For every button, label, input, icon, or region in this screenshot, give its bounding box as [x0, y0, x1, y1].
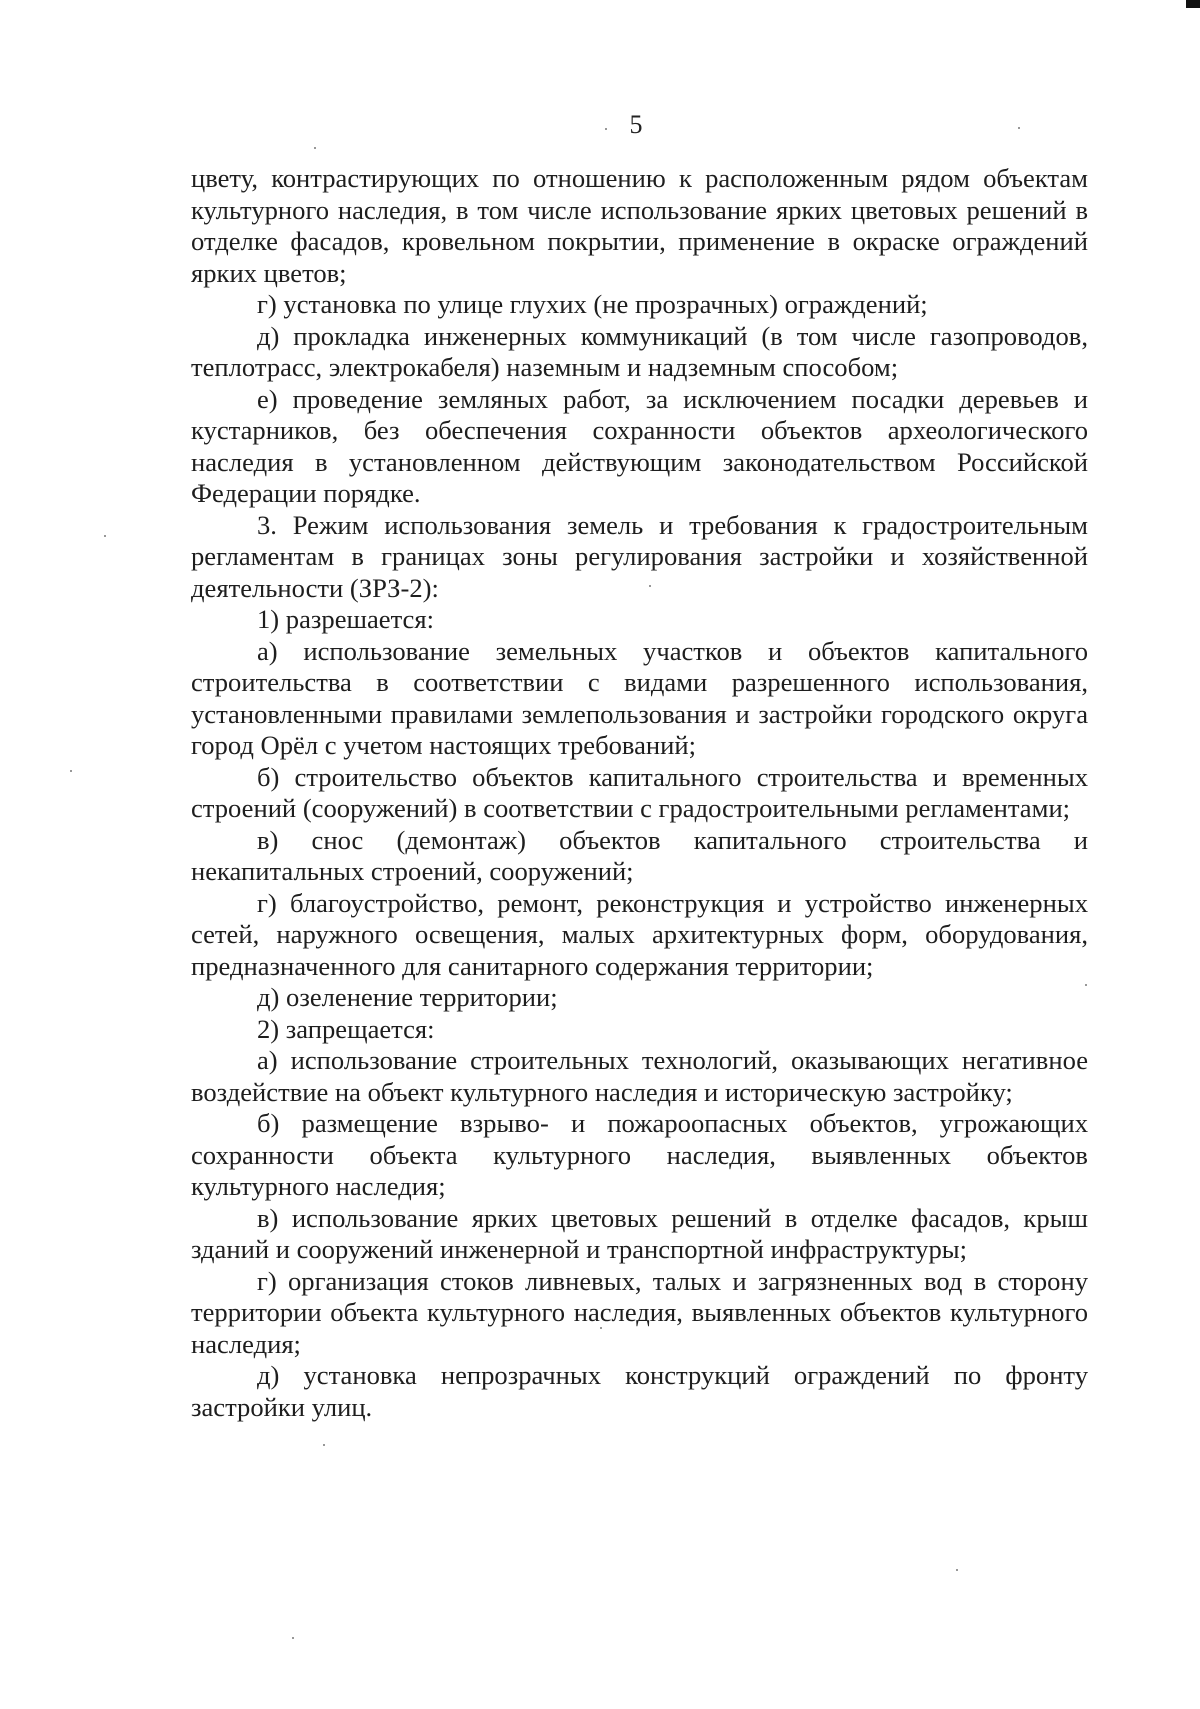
- scan-speck: [70, 770, 72, 772]
- paragraph: е) проведение земляных работ, за исключением посадки деревьев и кустарников, без обеспечения сохранности объектов археологического наследия в установленном действующим законодательством Российской Федерации порядке.: [191, 383, 1088, 508]
- scan-speck: [292, 1637, 294, 1639]
- paragraph: г) организация стоков ливневых, талых и загрязненных вод в сторону территории объекта культурного наследия, выявленных объектов культурного наследия;: [191, 1265, 1088, 1359]
- subsection-heading: 2) запрещается:: [257, 1013, 435, 1044]
- paragraph: б) строительство объектов капитального строительства и временных строений (сооружений) в соответствии с градостроительными регламентами;: [191, 761, 1088, 823]
- scan-corner-mark: [1186, 0, 1200, 8]
- page-number: 5: [629, 110, 643, 139]
- paragraph: г) установка по улице глухих (не прозрачных) ограждений;: [257, 289, 928, 319]
- paragraph: д) озеленение территории;: [257, 982, 558, 1012]
- paragraph: в) снос (демонтаж) объектов капитального строительства и некапитальных строений, сооружений;: [191, 824, 1088, 886]
- scan-speck: [605, 128, 607, 130]
- paragraph: а) использование строительных технологий, оказывающих негативное воздействие на объект культурного наследия и историческую застройку;: [191, 1045, 1088, 1107]
- paragraph: д) установка непрозрачных конструкций ограждений по фронту застройки улиц.: [191, 1360, 1088, 1422]
- scan-speck: [1018, 127, 1020, 129]
- document-body: [191, 163, 1088, 1423]
- paragraph: г) благоустройство, ремонт, реконструкция и устройство инженерных сетей, наружного освещения, малых архитектурных форм, оборудования, предназначенного для санитарного содержания территории;: [191, 887, 1088, 981]
- paragraph: цвету, контрастирующих по отношению к расположенным рядом объектам культурного наследия, в том числе использование ярких цветовых решений в отделке фасадов, кровельном покрытии, применение в окраске ограждений ярких цветов;: [191, 163, 1088, 288]
- subsection-heading: 1) разрешается:: [257, 604, 434, 634]
- scan-speck: [323, 1444, 325, 1446]
- scan-speck: [314, 147, 316, 149]
- section-heading: 3. Режим использования земель и требования к градостроительным регламентам в границах зоны регулирования застройки и хозяйственной деятельности (ЗРЗ-2):: [191, 509, 1088, 603]
- paragraph: а) использование земельных участков и объектов капитального строительства в соответствии с видами разрешенного использования, установленными правилами землепользования и застройки городского округа город Орёл с учетом настоящих требований;: [191, 635, 1088, 760]
- paragraph: б) размещение взрыво- и пожароопасных объектов, угрожающих сохранности объекта культурного наследия, выявленных объектов культурного наследия;: [191, 1108, 1088, 1201]
- scan-speck: [956, 1569, 958, 1571]
- paragraph: д) прокладка инженерных коммуникаций (в том числе газопроводов, теплотрасс, электрокабеля) наземным и надземным способом;: [191, 320, 1088, 382]
- scan-speck: [104, 535, 106, 537]
- paragraph: в) использование ярких цветовых решений в отделке фасадов, крыш зданий и сооружений инженерной и транспортной инфраструктуры;: [191, 1202, 1088, 1264]
